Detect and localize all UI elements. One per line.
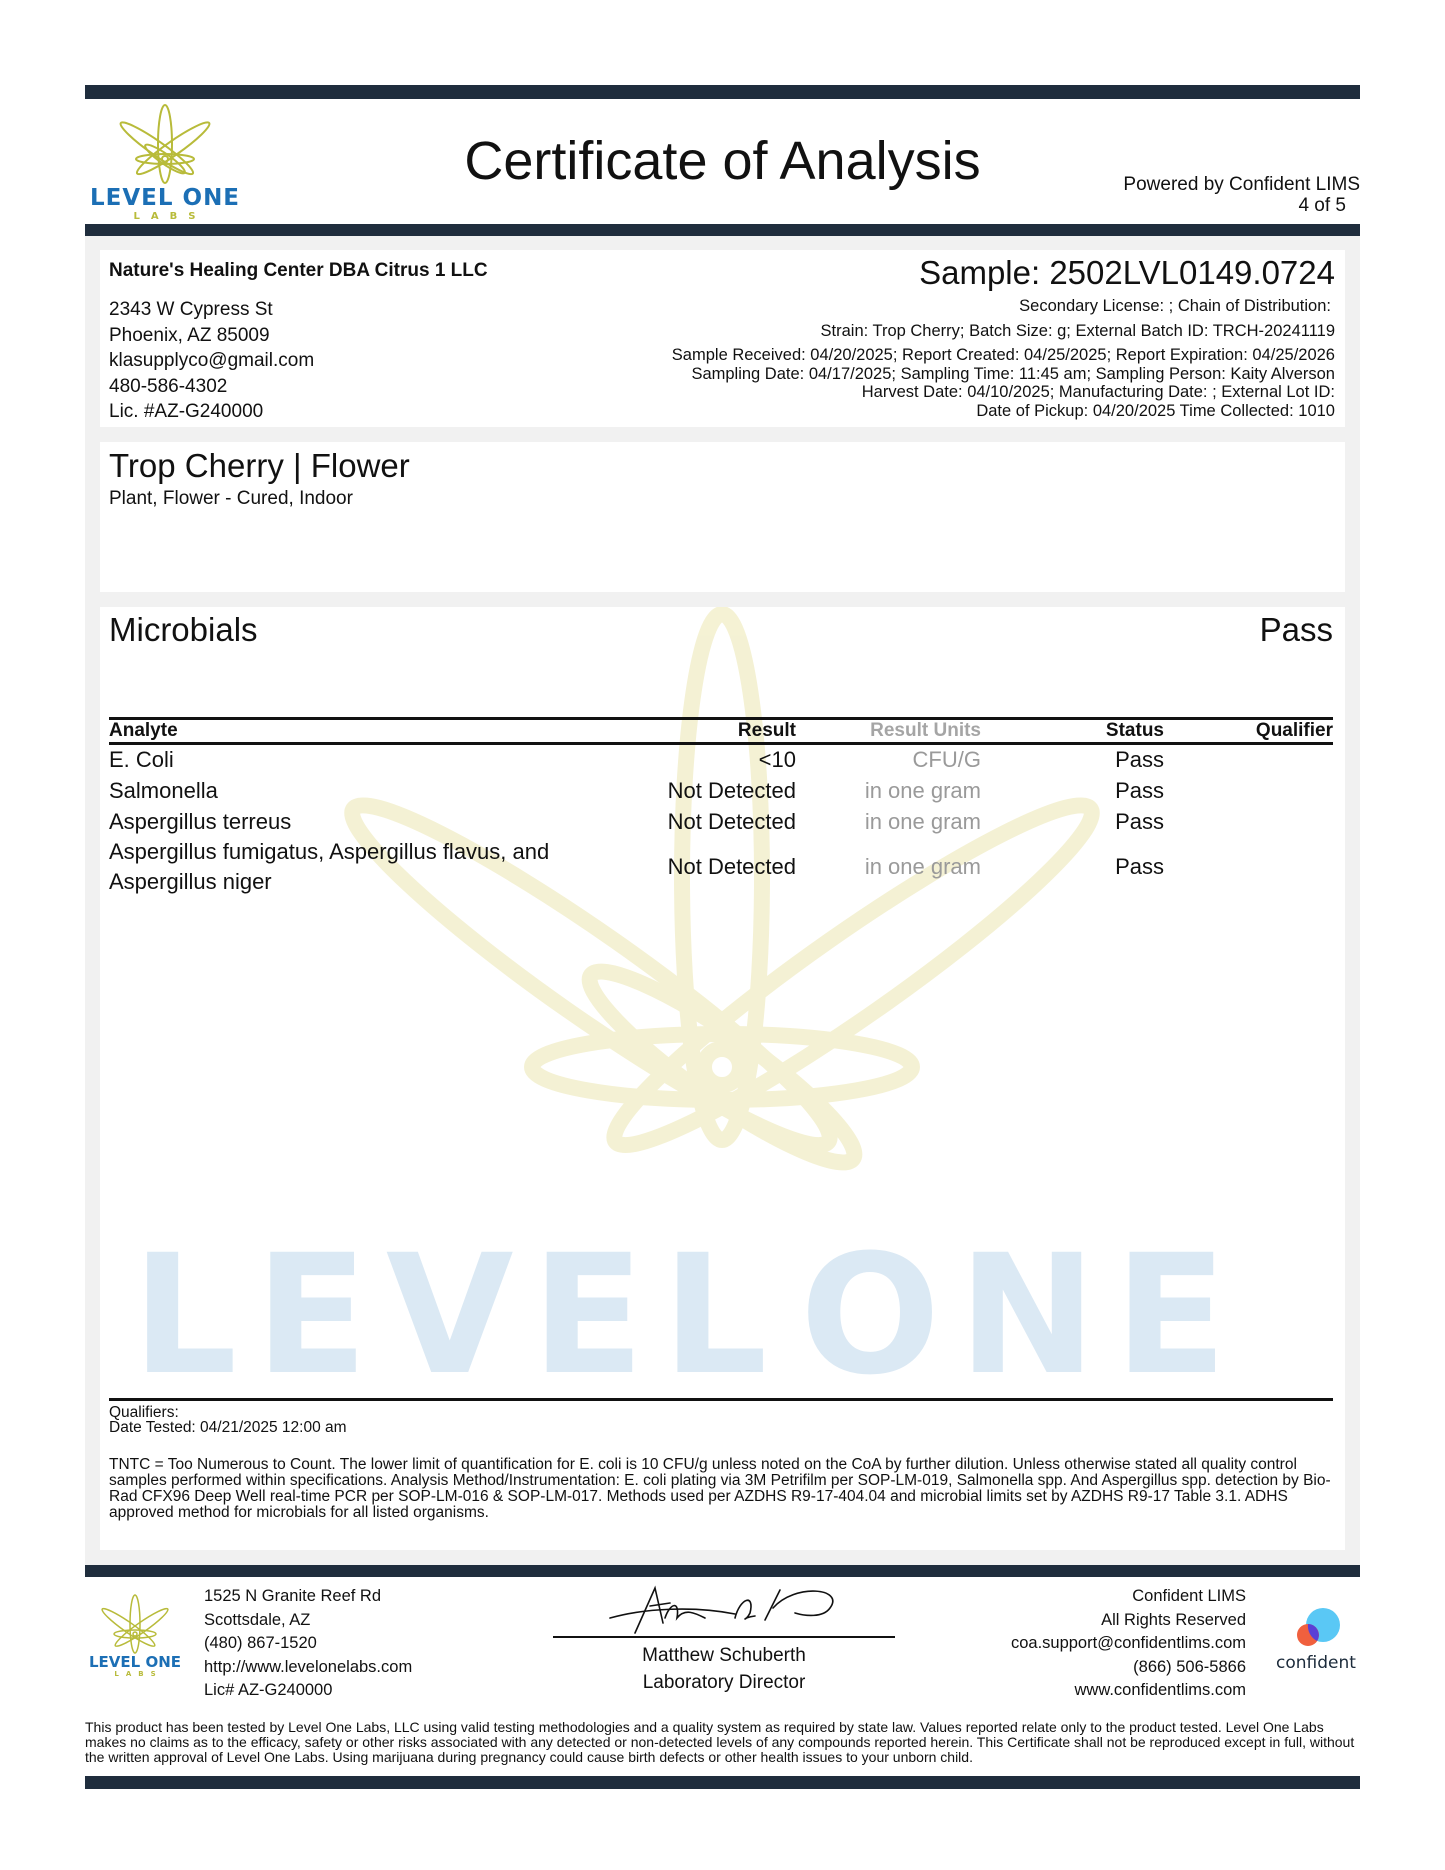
method-description: TNTC = Too Numerous to Count. The lower limit of quantification for E. coli is 10 CFU/g unless noted on the CoA by further dilution. Unless otherwise stated all quality control samples performed within specifications. Analysis Method/Instrumentation: E. coli plating via 3M Petrifilm per SOP-LM-019, Salmonella spp. And Aspergillus spp. detection by Bio-Rad CFX96 Deep Well real-time PCR per SOP-LM-016 & SOP-LM-017. Methods used per AZDHS R9-17-404.04 and microbial limits set by AZDHS R9-17 Table 3.1. ADHS approved method for microbials for all listed organisms. — [109, 1456, 1331, 1521]
page-indicator: 4 of 5 — [1298, 195, 1346, 216]
units-cell: in one gram — [864, 808, 981, 834]
lims-email-link[interactable]: coa.support@confidentlims.com — [1010, 1634, 1246, 1652]
units-cell: in one gram — [864, 854, 981, 879]
signature-line — [553, 1636, 895, 1638]
sample-id: Sample: 2502LVL0149.0724 — [919, 254, 1335, 291]
secondary-license-line: Secondary License: ; Chain of Distribution: — [1019, 297, 1331, 315]
harvest-line: Harvest Date: 04/10/2025; Manufacturing Date: ; External Lot ID: — [861, 383, 1335, 401]
powered-by — [1123, 174, 1360, 216]
analyte-cell: Aspergillus fumigatus, Aspergillus flavus, and Aspergillus niger — [109, 839, 550, 894]
disclaimer-text: This product has been tested by Level One Labs, LLC using valid testing methodologies and a quality system as required by state law. Values reported relate only to the product tested. Level One Labs makes no claims as to the efficacy, safety or other risks associated with any detected or non-detected levels of any compounds reported herein. This Certificate shall not be reproduced except in full, without the written approval of Level One Labs. Using marijuana during pregnancy could cause birth defects or other health issues to your unborn child. — [85, 1719, 1355, 1765]
pickup-line: Date of Pickup: 04/20/2025 Time Collected: 1010 — [976, 401, 1335, 420]
status-cell: Pass — [1115, 747, 1164, 772]
lims-website-link[interactable]: www.confidentlims.com — [1074, 1681, 1246, 1699]
footer-level-one-logo — [85, 1592, 185, 1697]
section-status-badge: Pass — [1259, 611, 1333, 648]
client-phone: 480-586-4302 — [109, 375, 228, 397]
analyte-cell: E. Coli — [109, 747, 174, 772]
client-address-line2: Phoenix, AZ 85009 — [109, 324, 270, 346]
col-result: Result — [589, 719, 796, 744]
status-cell: Pass — [1115, 808, 1164, 834]
status-cell: Pass — [1115, 777, 1164, 803]
logo-labs-text: LABS — [133, 211, 207, 222]
table-row — [109, 744, 1333, 776]
date-tested: Date Tested: 04/21/2025 12:00 am — [109, 1419, 347, 1436]
confident-logo-text: confident — [1276, 1653, 1356, 1673]
table-row — [109, 775, 1333, 806]
notes-section — [109, 1398, 1333, 1521]
footer-logo-level-one-text: LEVEL ONE — [89, 1653, 181, 1671]
units-cell: CFU/G — [912, 747, 981, 772]
lims-rights: All Rights Reserved — [1101, 1610, 1246, 1629]
watermark-level-text: LEVEL — [132, 1219, 786, 1411]
lims-name: Confident LIMS — [1132, 1587, 1246, 1605]
logo-level-one-text: LEVEL ONE — [89, 185, 241, 211]
col-analyte: Analyte — [109, 719, 589, 744]
table-row — [109, 806, 1333, 837]
footer-top-bar — [85, 1565, 1360, 1577]
col-qualifier: Qualifier — [1164, 719, 1333, 744]
header-bottom-bar — [85, 224, 1360, 236]
qualifier-cell — [1164, 837, 1333, 897]
footer-bottom-bar — [85, 1776, 1360, 1789]
watermark-one-text: ONE — [800, 1219, 1246, 1411]
product-panel — [100, 442, 1345, 592]
product-name: Trop Cherry | Flower — [109, 447, 410, 484]
lab-license: Lic# AZ-G240000 — [204, 1681, 333, 1699]
signatory-title: Laboratory Director — [642, 1672, 806, 1693]
analyte-cell: Salmonella — [109, 777, 218, 803]
signatory-name: Matthew Schuberth — [642, 1645, 806, 1666]
signature-icon — [555, 1578, 895, 1638]
result-cell: Not Detected — [667, 777, 796, 803]
sample-metadata — [672, 297, 1335, 420]
microbials-panel — [100, 607, 1345, 1550]
client-license: Lic. #AZ-G240000 — [109, 401, 264, 422]
strain-line: Strain: Trop Cherry; Batch Size: g; External Batch ID: TRCH-20241119 — [820, 321, 1335, 340]
qualifiers-label: Qualifiers: — [109, 1404, 179, 1421]
sampling-line: Sampling Date: 04/17/2025; Sampling Time: 11:45 am; Sampling Person: Kaity Alverson — [691, 364, 1335, 383]
result-cell: Not Detected — [667, 854, 796, 879]
powered-by-text: Powered by Confident LIMS — [1123, 174, 1360, 195]
lab-address-line2: Scottsdale, AZ — [204, 1610, 311, 1629]
status-cell: Pass — [1115, 854, 1164, 879]
result-cell: Not Detected — [667, 808, 796, 834]
qualifier-cell — [1164, 806, 1333, 837]
analyte-cell: Aspergillus terreus — [109, 808, 292, 834]
table-header-row — [109, 719, 1333, 744]
result-cell: <10 — [758, 747, 796, 772]
footer-logo-labs-text: LABS — [114, 1670, 163, 1678]
lab-contact — [204, 1585, 412, 1703]
header-top-bar — [85, 85, 1360, 99]
col-units: Result Units — [796, 719, 981, 744]
col-status: Status — [981, 719, 1164, 744]
product-type: Plant, Flower - Cured, Indoor — [109, 488, 353, 509]
client-email: klasupplyco@gmail.com — [109, 350, 315, 371]
units-cell: in one gram — [864, 777, 981, 803]
client-info-panel — [100, 250, 1345, 427]
sample-received-line: Sample Received: 04/20/2025; Report Created: 04/25/2025; Report Expiration: 04/25/2026 — [671, 346, 1335, 364]
lims-phone: (866) 506-5866 — [1133, 1657, 1246, 1676]
client-name: Nature's Healing Center DBA Citrus 1 LLC — [109, 260, 488, 281]
lims-contact — [1011, 1585, 1246, 1703]
client-address-line1: 2343 W Cypress St — [109, 299, 273, 320]
table-row — [109, 837, 1333, 897]
client-contact — [109, 297, 314, 425]
section-title: Microbials — [109, 611, 258, 648]
microbials-table — [109, 717, 1333, 897]
qualifier-cell — [1164, 744, 1333, 776]
cannabis-atom-icon — [85, 1592, 185, 1654]
lab-phone: (480) 867-1520 — [204, 1634, 317, 1652]
qualifier-cell — [1164, 775, 1333, 806]
lab-address-line1: 1525 N Granite Reef Rd — [204, 1587, 382, 1605]
page-title: Certificate of Analysis — [464, 131, 981, 191]
lab-website-link[interactable]: http://www.levelonelabs.com — [204, 1657, 413, 1676]
